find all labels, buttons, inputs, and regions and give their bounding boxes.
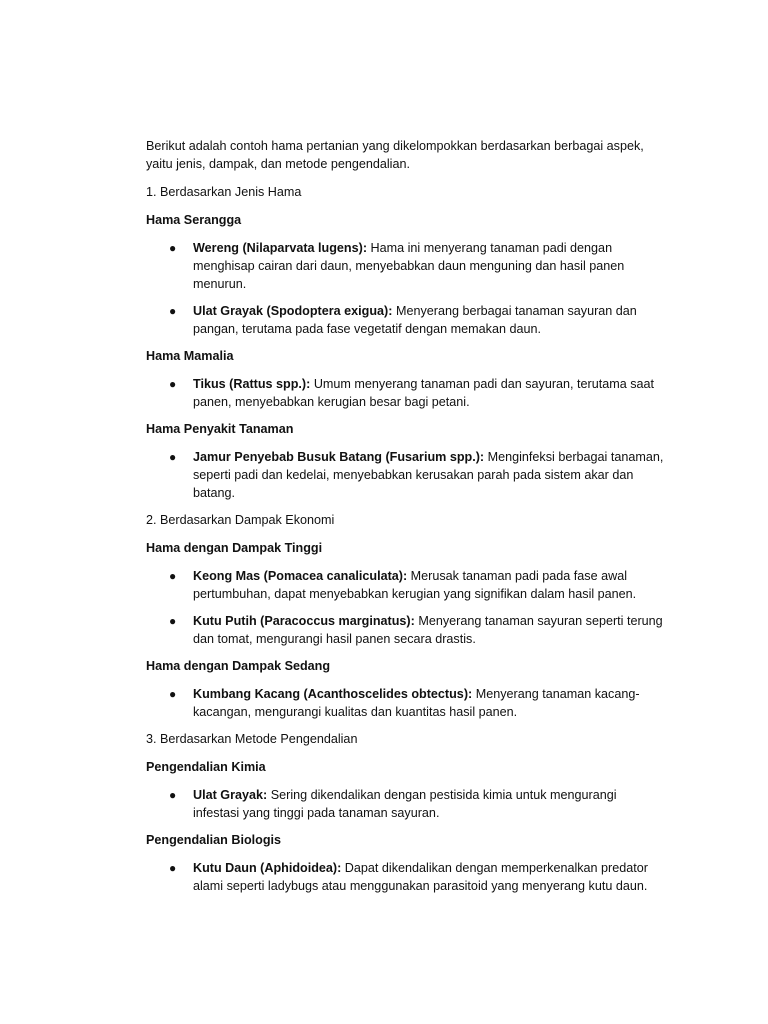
item-term: Jamur Penyebab Busuk Batang (Fusarium spp.)	[193, 450, 480, 464]
item-term-colon: :	[337, 861, 342, 875]
list-item	[146, 612, 664, 648]
subheading-pengendalian-biologis: Pengendalian Biologis	[146, 833, 282, 847]
item-list	[146, 567, 664, 648]
bullet-icon: ●	[169, 450, 177, 464]
bullet-icon: ●	[169, 569, 177, 583]
item-description: Menginfeksi berbagai tanaman, seperti padi dan kedelai, menyebabkan kerusakan parah pada sistem akar dan batang.	[193, 450, 664, 500]
item-term: Wereng (Nilaparvata lugens)	[193, 241, 363, 255]
section-metode-pengendalian	[146, 730, 664, 895]
bullet-icon: ●	[169, 304, 177, 318]
subheading-hama-mamalia: Hama Mamalia	[146, 349, 234, 363]
bullet-icon: ●	[169, 861, 177, 875]
item-term: Ulat Grayak (Spodoptera exigua)	[193, 304, 389, 318]
intro-paragraph: Berikut adalah contoh hama pertanian yang dikelompokkan berdasarkan berbagai aspek, yaitu jenis, dampak, dan metode pengendalian.	[146, 139, 644, 171]
item-description: Menyerang tanaman kacang-kacangan, mengurangi kualitas dan kuantitas hasil panen.	[193, 687, 640, 719]
bullet-icon: ●	[169, 377, 177, 391]
item-list	[146, 786, 664, 822]
list-item	[146, 239, 664, 293]
list-item	[146, 448, 664, 502]
item-description: Umum menyerang tanaman padi dan sayuran, terutama saat panen, menyebabkan kerugian besar bagi petani.	[193, 377, 655, 409]
item-description: Menyerang berbagai tanaman sayuran dan pangan, terutama pada fase vegetatif dengan memakan daun.	[193, 304, 637, 336]
bullet-icon: ●	[169, 788, 177, 802]
item-description: Hama ini menyerang tanaman padi dengan menghisap cairan dari daun, menyebabkan daun menguning dan hasil panen menurun.	[193, 241, 625, 291]
item-term-colon: :	[306, 377, 311, 391]
list-item	[146, 859, 664, 895]
item-list	[146, 239, 664, 338]
item-term: Kutu Daun (Aphidoidea)	[193, 861, 338, 875]
item-description: Dapat dikendalikan dengan memperkenalkan predator alami seperti ladybugs atau menggunakan parasitoid yang menyerang kutu daun.	[193, 861, 648, 893]
section-jenis-hama	[146, 183, 664, 502]
item-list	[146, 859, 664, 895]
item-term-colon: :	[410, 614, 415, 628]
list-item	[146, 685, 664, 721]
section-heading: 2. Berdasarkan Dampak Ekonomi	[146, 513, 335, 527]
item-list	[146, 448, 664, 502]
bullet-icon: ●	[169, 614, 177, 628]
item-term-colon: :	[388, 304, 393, 318]
item-term: Kumbang Kacang (Acanthoscelides obtectus)	[193, 687, 469, 701]
item-description: Menyerang tanaman sayuran seperti terung dan tomat, mengurangi hasil panen secara drastis.	[193, 614, 663, 646]
subheading-hama-serangga: Hama Serangga	[146, 213, 242, 227]
subheading-hama-penyakit-tanaman: Hama Penyakit Tanaman	[146, 422, 294, 436]
subheading-dampak-tinggi: Hama dengan Dampak Tinggi	[146, 541, 323, 555]
item-term-colon: :	[362, 241, 368, 255]
item-term-colon: :	[479, 450, 485, 464]
item-list	[146, 375, 664, 411]
subheading-dampak-sedang: Hama dengan Dampak Sedang	[146, 659, 331, 673]
item-term: Keong Mas (Pomacea canaliculata)	[193, 569, 403, 583]
item-list	[146, 685, 664, 721]
list-item	[146, 302, 664, 338]
subheading-pengendalian-kimia: Pengendalian Kimia	[146, 760, 266, 774]
item-description: Sering dikendalikan dengan pestisida kimia untuk mengurangi infestasi yang tinggi pada tanaman sayuran.	[193, 788, 617, 820]
item-term: Tikus (Rattus spp.)	[193, 377, 307, 391]
bullet-icon: ●	[169, 687, 177, 701]
item-description: Merusak tanaman padi pada fase awal pertumbuhan, dapat menyebabkan kerugian yang signifikan dalam hasil panen.	[193, 569, 637, 601]
item-term-colon: :	[468, 687, 473, 701]
item-term: Kutu Putih (Paracoccus marginatus)	[193, 614, 411, 628]
section-dampak-ekonomi	[146, 511, 664, 721]
section-heading: 3. Berdasarkan Metode Pengendalian	[146, 732, 358, 746]
list-item	[146, 567, 664, 603]
document-page	[146, 137, 664, 904]
item-term-colon: :	[263, 788, 268, 802]
item-term-colon: :	[402, 569, 408, 583]
section-heading: 1. Berdasarkan Jenis Hama	[146, 185, 302, 199]
list-item	[146, 375, 664, 411]
bullet-icon: ●	[169, 241, 177, 255]
item-term: Ulat Grayak	[193, 788, 264, 802]
list-item	[146, 786, 664, 822]
